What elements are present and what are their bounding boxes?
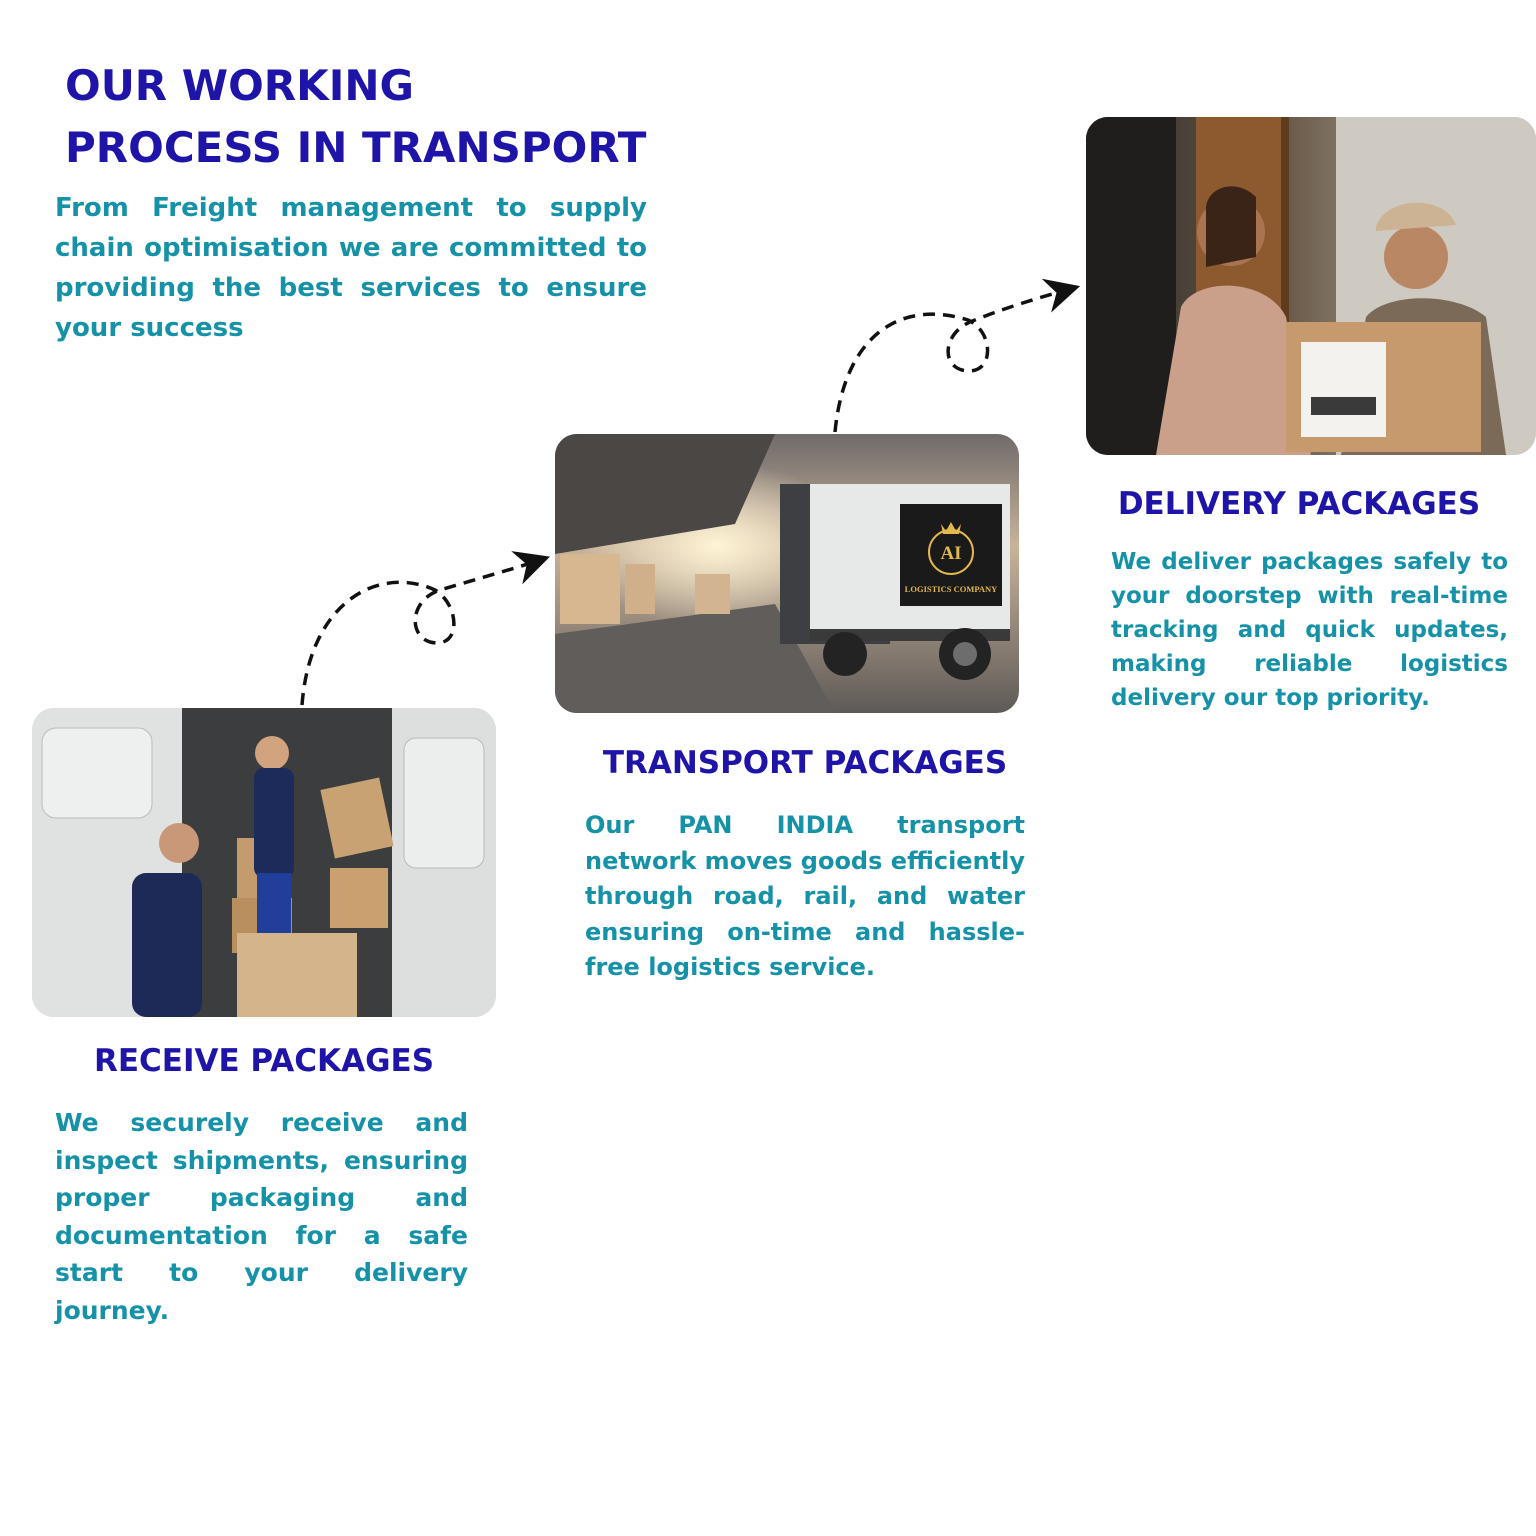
transport-packages-description: Our PAN INDIA transport network moves goods efficiently through road, rail, and water ensuring on-time and hassle-free logistics service. <box>585 811 1025 981</box>
transport-packages-title: TRANSPORT PACKAGES <box>602 745 1008 781</box>
truck-logo <box>900 504 1002 606</box>
receive-packages-title: RECEIVE PACKAGES <box>93 1043 435 1079</box>
truck-logo-monogram: AI <box>940 543 962 564</box>
page-title-line-1: OUR WORKING <box>65 61 414 110</box>
delivery-packages-description: We deliver packages safely to your doorstep with real-time tracking and quick updates, making reliable logistics delivery our top priority. <box>1111 549 1508 711</box>
transport-packages-image <box>555 434 1019 713</box>
connector-transport-to-delivery <box>835 289 1070 432</box>
page-title-line-2: PROCESS IN TRANSPORT <box>65 123 647 172</box>
delivery-packages-title: DELIVERY PACKAGES <box>1117 486 1481 522</box>
receive-packages-description: We securely receive and inspect shipments, ensuring proper packaging and documentation for a safe start to your delivery journey. <box>55 1108 468 1325</box>
intro-text: From Freight management to supply chain optimisation we are committed to providing the best services to ensure your success <box>55 193 647 343</box>
receive-packages-image <box>32 708 496 1017</box>
connector-receive-to-transport <box>302 560 540 705</box>
delivery-packages-image <box>1086 117 1536 455</box>
page-title <box>65 55 665 179</box>
truck-logo-name: LOGISTICS COMPANY <box>904 584 998 594</box>
